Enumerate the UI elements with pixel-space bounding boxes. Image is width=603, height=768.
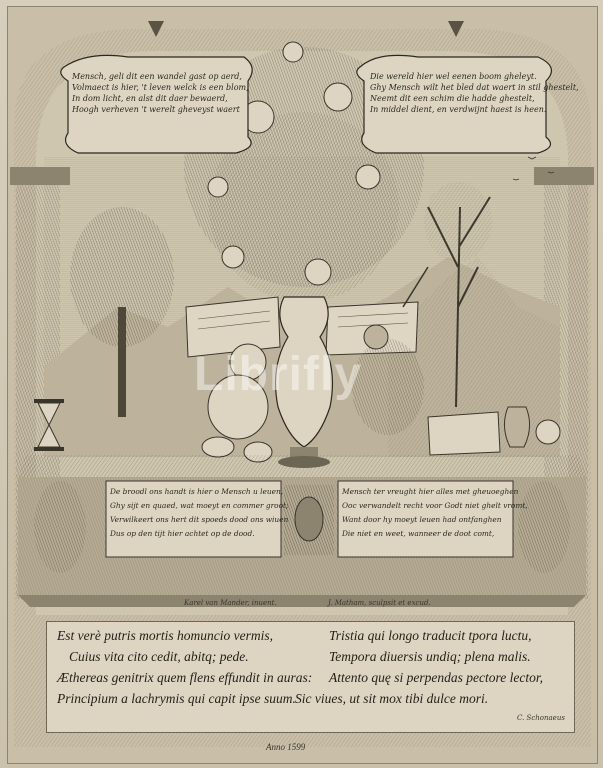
panel-left-line: Verwilkeert ons hert dit spoeds dood ons wiuen — [110, 515, 289, 524]
engraver-signature: J. Matham, sculpsit et excud. — [328, 599, 431, 607]
watermark-text: Librifly — [194, 348, 363, 401]
cartouche-right-verse — [370, 71, 579, 115]
inscription-line: Sic viues, ut sit mox tibi dulce mori. — [295, 691, 489, 706]
inscription-line: Cuius vita cito cedit, abitq; pede. — [69, 649, 249, 664]
cartouche-left-line: Volmaect is hier, 't leven welck is een blom, — [72, 83, 249, 92]
panel-right-verse — [342, 485, 528, 541]
designer-signature: Karel van Mander, inuent. — [184, 599, 277, 607]
cartouche-left-line: In dom licht, en alst dit daer bewaerd, — [72, 94, 228, 103]
cartouche-left-line: Hoogh verheven 't werelt gheveyst waert — [72, 105, 240, 114]
panel-left-verse — [110, 485, 288, 541]
inscription-line: Attento quę si perpendas pectore lector, — [329, 670, 543, 685]
inscription-line: Æthereas genitrix quem flens effundit in auras: — [57, 670, 313, 685]
latin-inscription — [46, 621, 575, 733]
panel-left-line: Ghy sijt en quaed, wat moeyt en commer groot; — [110, 501, 289, 510]
cartouche-left-verse — [72, 71, 249, 115]
inscription-line: Tempora diuersis undiq; plena malis. — [329, 649, 531, 664]
cartouche-right-line: Die wereld hier wel eenen boom gheleyt. — [370, 72, 537, 81]
engraving-plate — [7, 6, 598, 764]
panel-left-line: Dus op den tijt hier achtet op de dood. — [110, 529, 255, 538]
date-line: Anno 1599 — [266, 742, 306, 752]
poet-signature: C. Schonaeus — [517, 714, 565, 722]
cartouche-right-line: Neemt dit een schim die hadde ghestelt, — [370, 94, 535, 103]
inscription-line: Tristia qui longo traducit tpora luctu, — [329, 628, 532, 643]
panel-right-line: Ooc verwandelt recht voor Godt niet ghelt vromt, — [342, 501, 528, 510]
panel-right-line: Die niet en weet, wanneer de doot comt, — [342, 529, 495, 538]
panel-right-line: Want door hy moeyt leuen had ontfanghen — [342, 515, 502, 524]
inscription-line: Est verè putris mortis homuncio vermis, — [57, 628, 273, 643]
inscription-line: Principium a lachrymis qui capit ipse suum. — [57, 691, 296, 706]
cartouche-left-line: Mensch, geli dit een wandel gast op aerd, — [72, 72, 242, 81]
cartouche-right-line: Ghy Mensch wilt het bled dat waert in stil ghestelt, — [370, 83, 579, 92]
cartouche-right-line: In middel dient, en verdwijnt haest is heen. — [370, 105, 547, 114]
panel-right-line: Mensch ter vreught hier alles met gheuoeghen — [342, 487, 519, 496]
panel-left-line: De broodl ons handt is hier o Mensch u leuen, — [110, 487, 284, 496]
